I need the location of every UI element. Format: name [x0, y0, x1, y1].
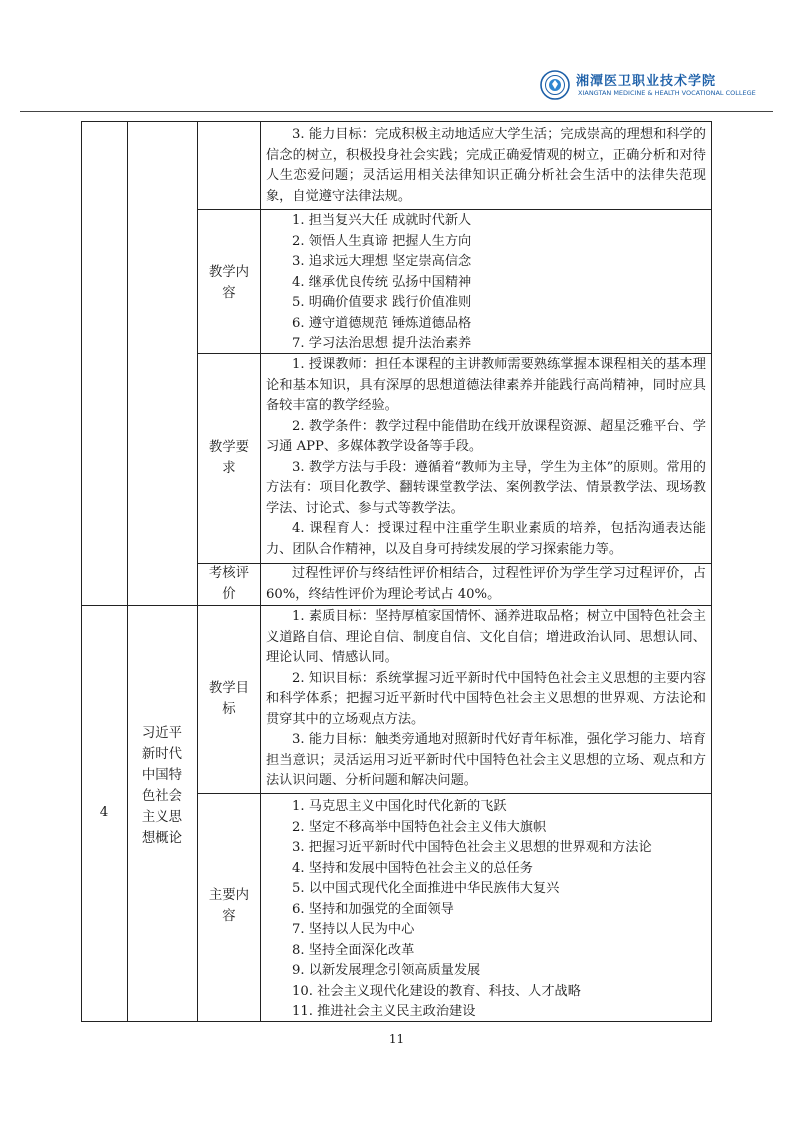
- teaching-requirement-label: 教学要求: [208, 440, 250, 476]
- list-item: 2. 坚定不移高举中国特色社会主义伟大旗帜: [292, 819, 547, 835]
- requirement-item: 1. 授课教师：担任本课程的主讲教师需要熟练掌握本课程相关的基本理论和基本知识，具有深厚的思想道德法律素养并能践行高尚精神，同时应具备较丰富的教学经验。: [266, 357, 706, 413]
- page-number: 11: [388, 1032, 405, 1046]
- requirement-item: 3. 教学方法与手段：遵循着“教师为主导，学生为主体”的原则。常用的方法有：项目化教学、翻转课堂教学法、案例教学法、情景教学法、现场教学法、讨论式、参与式等教学法。: [266, 459, 706, 516]
- ability-goal-text: 3. 能力目标：完成积极主动地适应大学生活；完成崇高的理想和科学的信念的树立，积极投身社会实践；完成正确爱情观的树立，正确分析和对待人生恋爱问题；灵活运用相关法律知识正确分析社会生活中的法律失范现象，自觉遵守法律法规。: [266, 127, 706, 204]
- school-name-cn: 湘潭医卫职业技术学院: [576, 74, 717, 89]
- list-item: 6. 遵守道德规范 锤炼道德品格: [292, 315, 472, 331]
- list-item: 1. 担当复兴大任 成就时代新人: [292, 213, 472, 228]
- goal-item: 2. 知识目标：系统掌握习近平新时代中国特色社会主义思想的主要内容和科学体系；把握习近平新时代中国特色社会主义思想的世界观、方法论和贯穿其中的立场观点方法。: [266, 670, 706, 727]
- course-number: 4: [99, 805, 109, 820]
- teaching-content-label: 教学内容: [208, 265, 250, 301]
- assessment-text: 过程性评价与终结性评价相结合，过程性评价为学生学习过程评价，占 60%，终结性评价为理论考试占 40%。: [266, 566, 706, 602]
- list-item: 2. 领悟人生真谛 把握人生方向: [292, 233, 472, 249]
- main-content-list: [292, 797, 707, 1023]
- list-item: 11. 推进社会主义民主政治建设: [292, 1004, 476, 1019]
- list-item: 3. 把握习近平新时代中国特色社会主义思想的世界观和方法论: [292, 840, 652, 855]
- teaching-goal-label: 教学目标: [208, 681, 250, 717]
- list-item: 8. 坚持全面深化改革: [292, 942, 415, 958]
- list-item: 3. 追求远大理想 坚定崇高信念: [292, 254, 472, 269]
- list-item: 1. 马克思主义中国化时代化新的飞跃: [292, 799, 507, 814]
- goal-item: 1. 素质目标：坚持厚植家国情怀、涵养进取品格；树立中国特色社会主义道路自信、理论自信、制度自信、文化自信；增进政治认同、思想认同、理论认同、情感认同。: [266, 609, 706, 665]
- assessment-label: 考核评价: [208, 566, 250, 602]
- list-item: 4. 继承优良传统 弘扬中国精神: [292, 274, 472, 290]
- teaching-content-list: [292, 211, 702, 355]
- goal-item: 3. 能力目标：触类旁通地对照新时代好青年标准，强化学习能力、培育担当意识；灵活运用习近平新时代中国特色社会主义思想的立场、观点和方法认识问题、分析问题和解决问题。: [266, 732, 706, 788]
- requirement-item: 2. 教学条件：教学过程中能借助在线开放课程资源、超星泛雅平台、学习通 APP、多媒体教学设备等手段。: [266, 418, 706, 454]
- requirement-item: 4. 课程育人：授课过程中注重学生职业素质的培养，包括沟通表达能力、团队合作精神，以及自身可持续发展的学习探索能力等。: [266, 521, 706, 557]
- list-item: 7. 学习法治思想 提升法治素养: [292, 336, 472, 351]
- list-item: 10. 社会主义现代化建设的教育、科技、人才战略: [292, 983, 581, 999]
- list-item: 9. 以新发展理念引领高质量发展: [292, 963, 481, 978]
- teaching-requirement-cell: [266, 355, 706, 560]
- list-item: 7. 坚持以人民为中心: [292, 922, 415, 937]
- main-content-label: 主要内容: [208, 888, 250, 924]
- assessment-cell: [266, 564, 706, 605]
- teaching-goal-cell: [266, 607, 706, 792]
- list-item: 5. 以中国式现代化全面推进中华民族伟大复兴: [292, 881, 560, 896]
- list-item: 5. 明确价值要求 践行价值准则: [292, 295, 472, 310]
- list-item: 4. 坚持和发展中国特色社会主义的总任务: [292, 860, 533, 876]
- ability-goal-cell: [266, 125, 706, 207]
- course-name: 习近平新时代中国特色社会主义思想概论: [141, 726, 183, 846]
- list-item: 6. 坚持和加强党的全面领导: [292, 901, 454, 917]
- school-name-en: XIANGTAN MEDICINE & HEALTH VOCATIONAL COLLEGE: [578, 89, 756, 97]
